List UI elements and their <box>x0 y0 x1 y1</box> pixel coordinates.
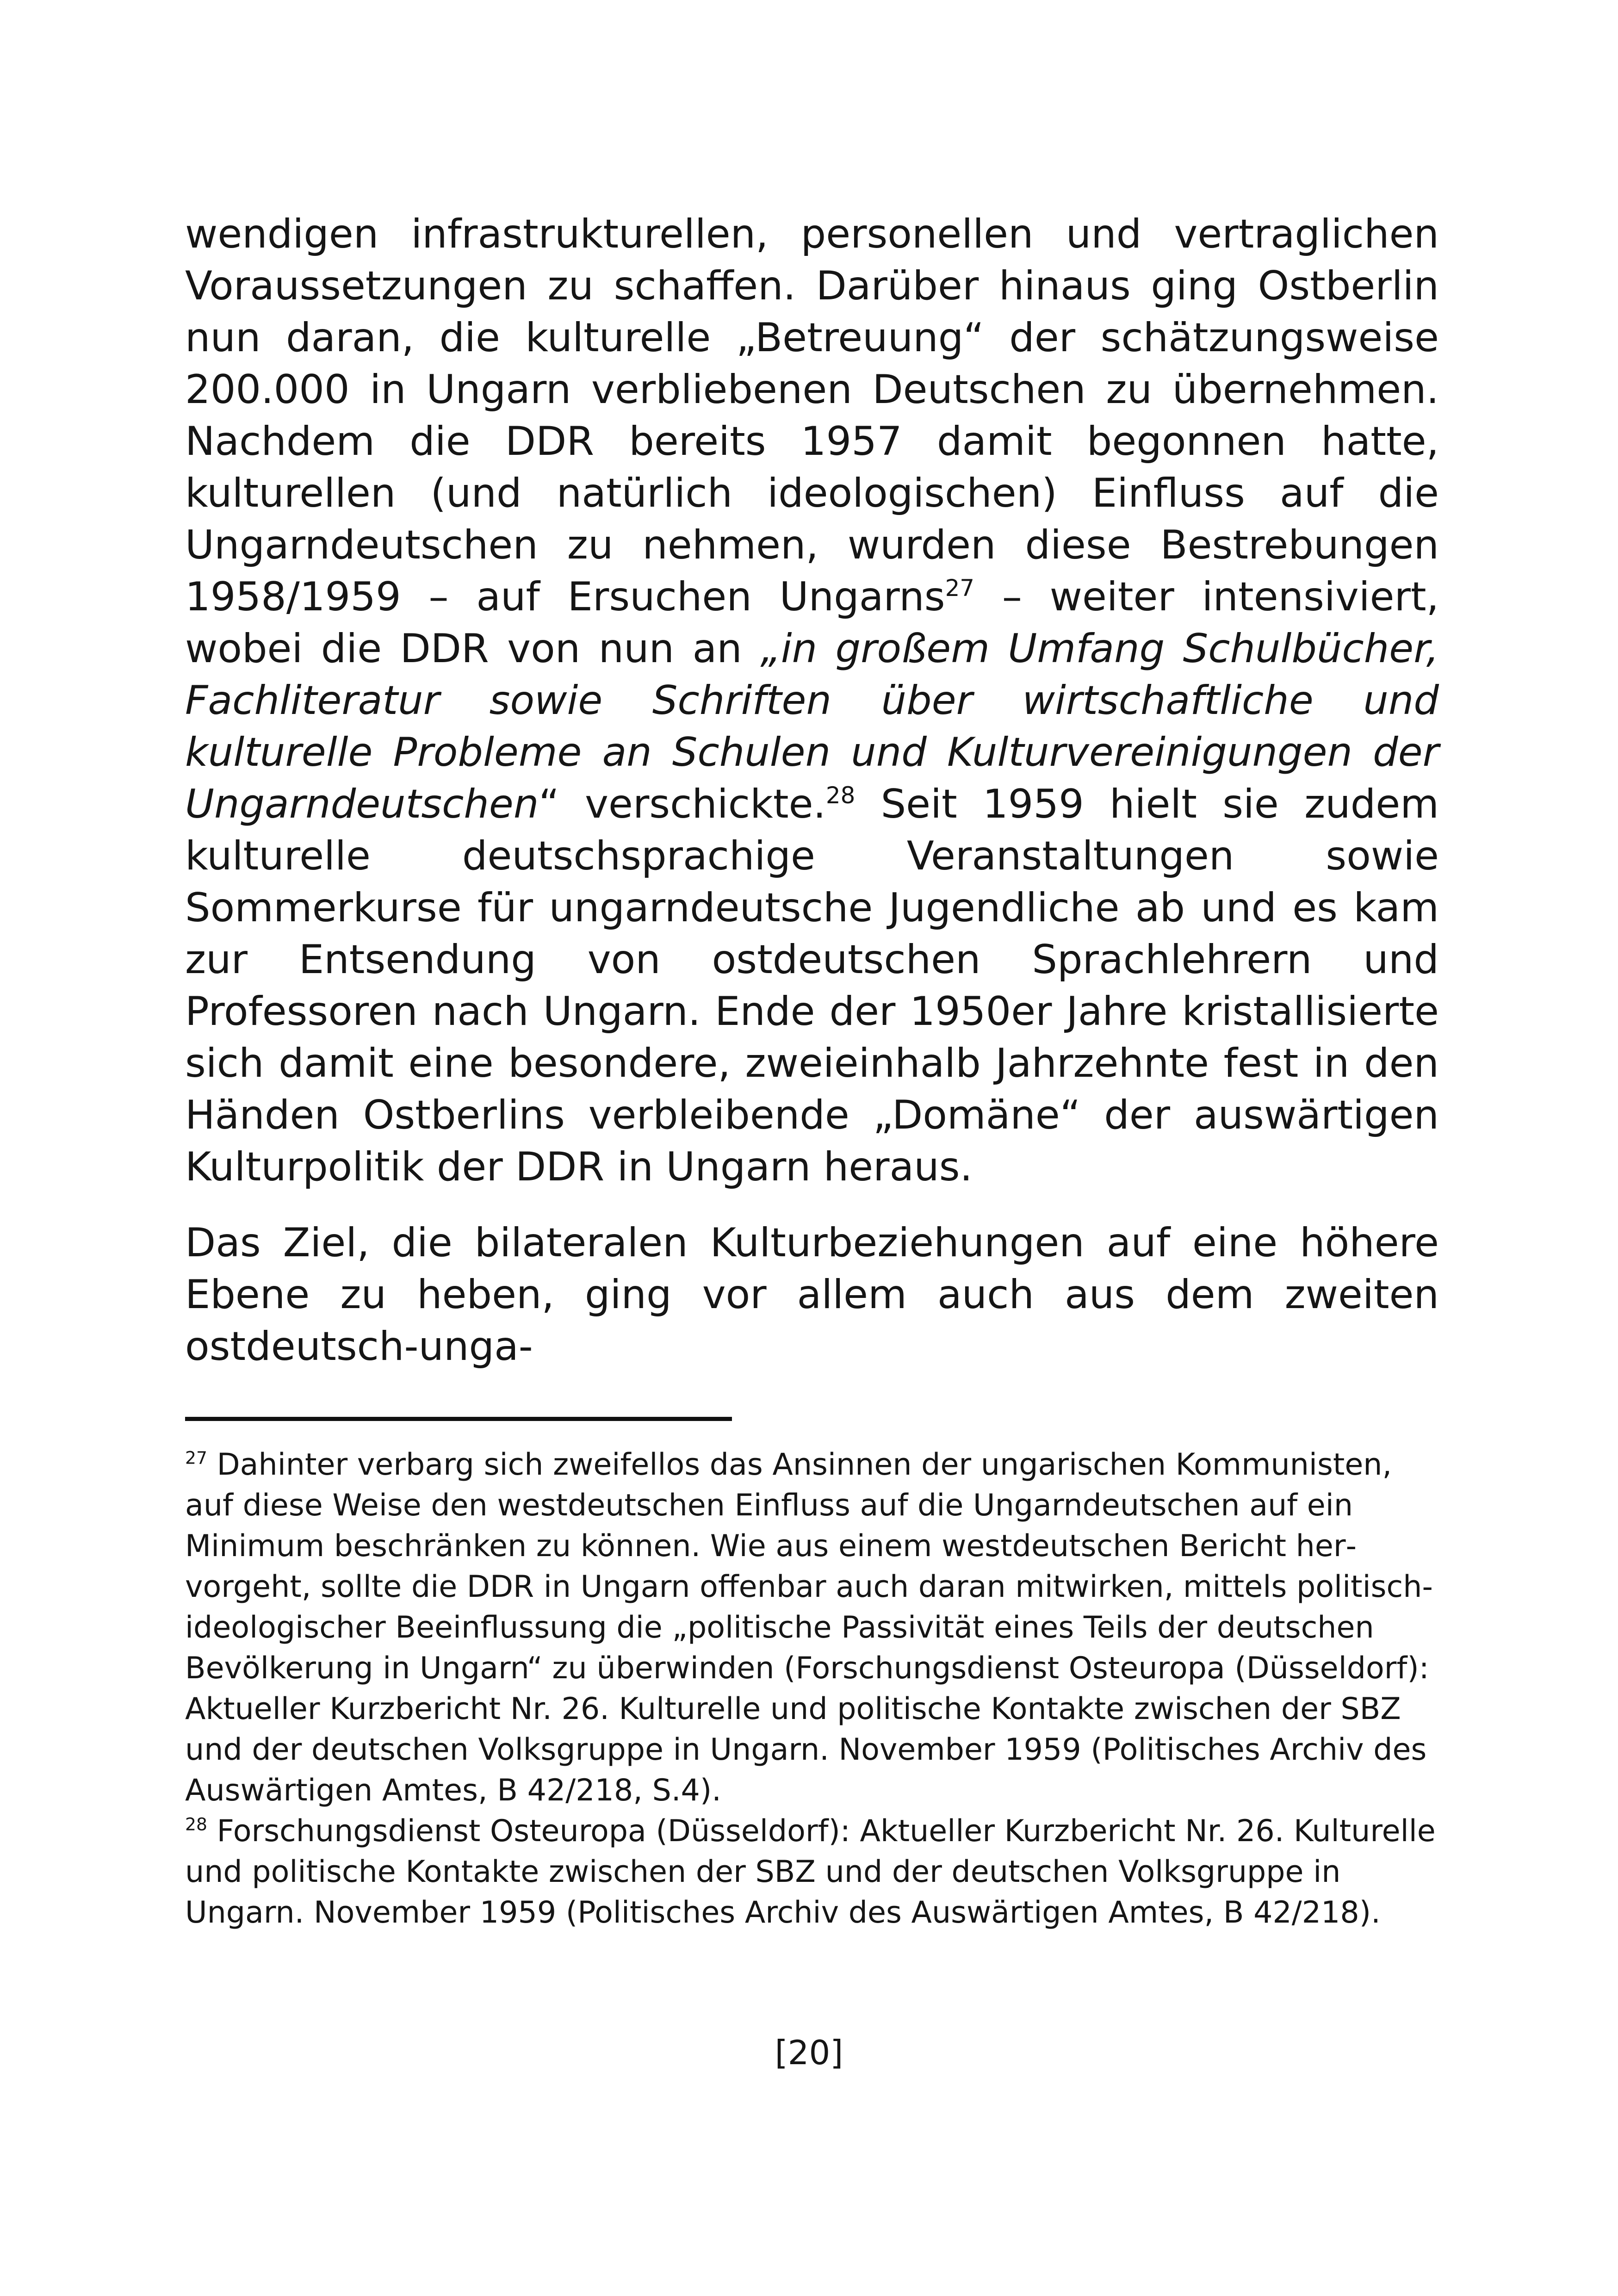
footnote-number: 28 <box>185 1814 207 1835</box>
paragraph-text: “ verschickte. <box>539 781 826 827</box>
footnote-text: Forschungsdienst Osteuropa (Düsseldorf): Aktueller Kurzbericht Nr. 26. Kulturelle und politische Kontakte zwischen der SBZ und der deutschen Volksgruppe in Ungarn. November 1959 (Politisches Archiv des Auswärtigen Amtes, B 42/218). <box>185 1814 1436 1930</box>
body-paragraph-1 <box>185 208 1439 1193</box>
paragraph-text: wendigen infrastrukturellen, personellen und vertraglichen Voraussetzungen zu schaffen. Darüber hinaus ging Ostberlin nun daran, die kulturelle „Betreuung“ der schätzungsweise 200.000 in Ungarn verbliebenen Deutschen zu übernehmen. Nachdem die DDR bereits 1957 damit begonnen hatte, kulturellen (und natürlich ideologischen) Einfluss auf die Ungarndeutschen zu nehmen, wurden diese Bestrebungen 1958/1959 – auf Ersuchen Ungarns <box>185 211 1439 620</box>
page-number: [20] <box>775 2033 843 2072</box>
footnote-number: 27 <box>185 1447 207 1468</box>
body-text <box>185 208 1439 1372</box>
footnote-27 <box>185 1445 1439 1811</box>
footnote-reference-28: 28 <box>825 782 855 809</box>
footnote-separator <box>185 1417 732 1421</box>
paragraph-text: – weiter intensiviert, wobei die DDR von nun an <box>185 574 1439 672</box>
body-paragraph-2: Das Ziel, die bilateralen Kulturbeziehungen auf eine höhere Ebene zu heben, ging vor allem auch aus dem zweiten ostdeutsch-unga- <box>185 1220 1439 1370</box>
paragraph-text: Seit 1959 hielt sie zudem kulturelle deutschsprachige Veranstaltungen sowie Sommerkurse für ungarndeutsche Jugendliche ab und es kam zur Entsendung von ostdeutschen Sprachlehrern und Professoren nach Ungarn. Ende der 1950er Jahre kristallisierte sich damit eine besondere, zweieinhalb Jahrzehnte fest in den Händen Ostberlins verbleibende „Domäne“ der auswärtigen Kulturpolitik der DDR in Ungarn heraus. <box>185 781 1439 1190</box>
footnote-text: Dahinter verbarg sich zweifellos das Ansinnen der ungarischen Kommunisten, auf diese Weise den westdeutschen Einfluss auf die Ungarndeutschen auf ein Minimum beschränken zu können. Wie aus einem westdeutschen Bericht hervorgeht, sollte die DDR in Ungarn offenbar auch daran mitwirken, mittels politisch-ideologischer Beeinflussung die „politische Passivität eines Teils der deutschen Bevölkerung in Ungarn“ zu überwinden (Forschungsdienst Osteuropa (Düsseldorf): Aktueller Kurzbericht Nr. 26. Kulturelle und politische Kontakte zwischen der SBZ und der deutschen Volksgruppe in Ungarn. November 1959 (Politisches Archiv des Auswärtigen Amtes, B 42/218, S.4). <box>185 1447 1433 1808</box>
footnotes <box>185 1445 1439 1933</box>
footnote-28 <box>185 1811 1439 1933</box>
footnote-reference-27: 27 <box>945 575 975 602</box>
quotation-italic: „in großem Umfang Schulbücher, Fachliteratur sowie Schriften über wirtschaftliche und kulturelle Probleme an Schulen und Kulturvereinigungen der Ungarndeutschen <box>185 626 1439 827</box>
